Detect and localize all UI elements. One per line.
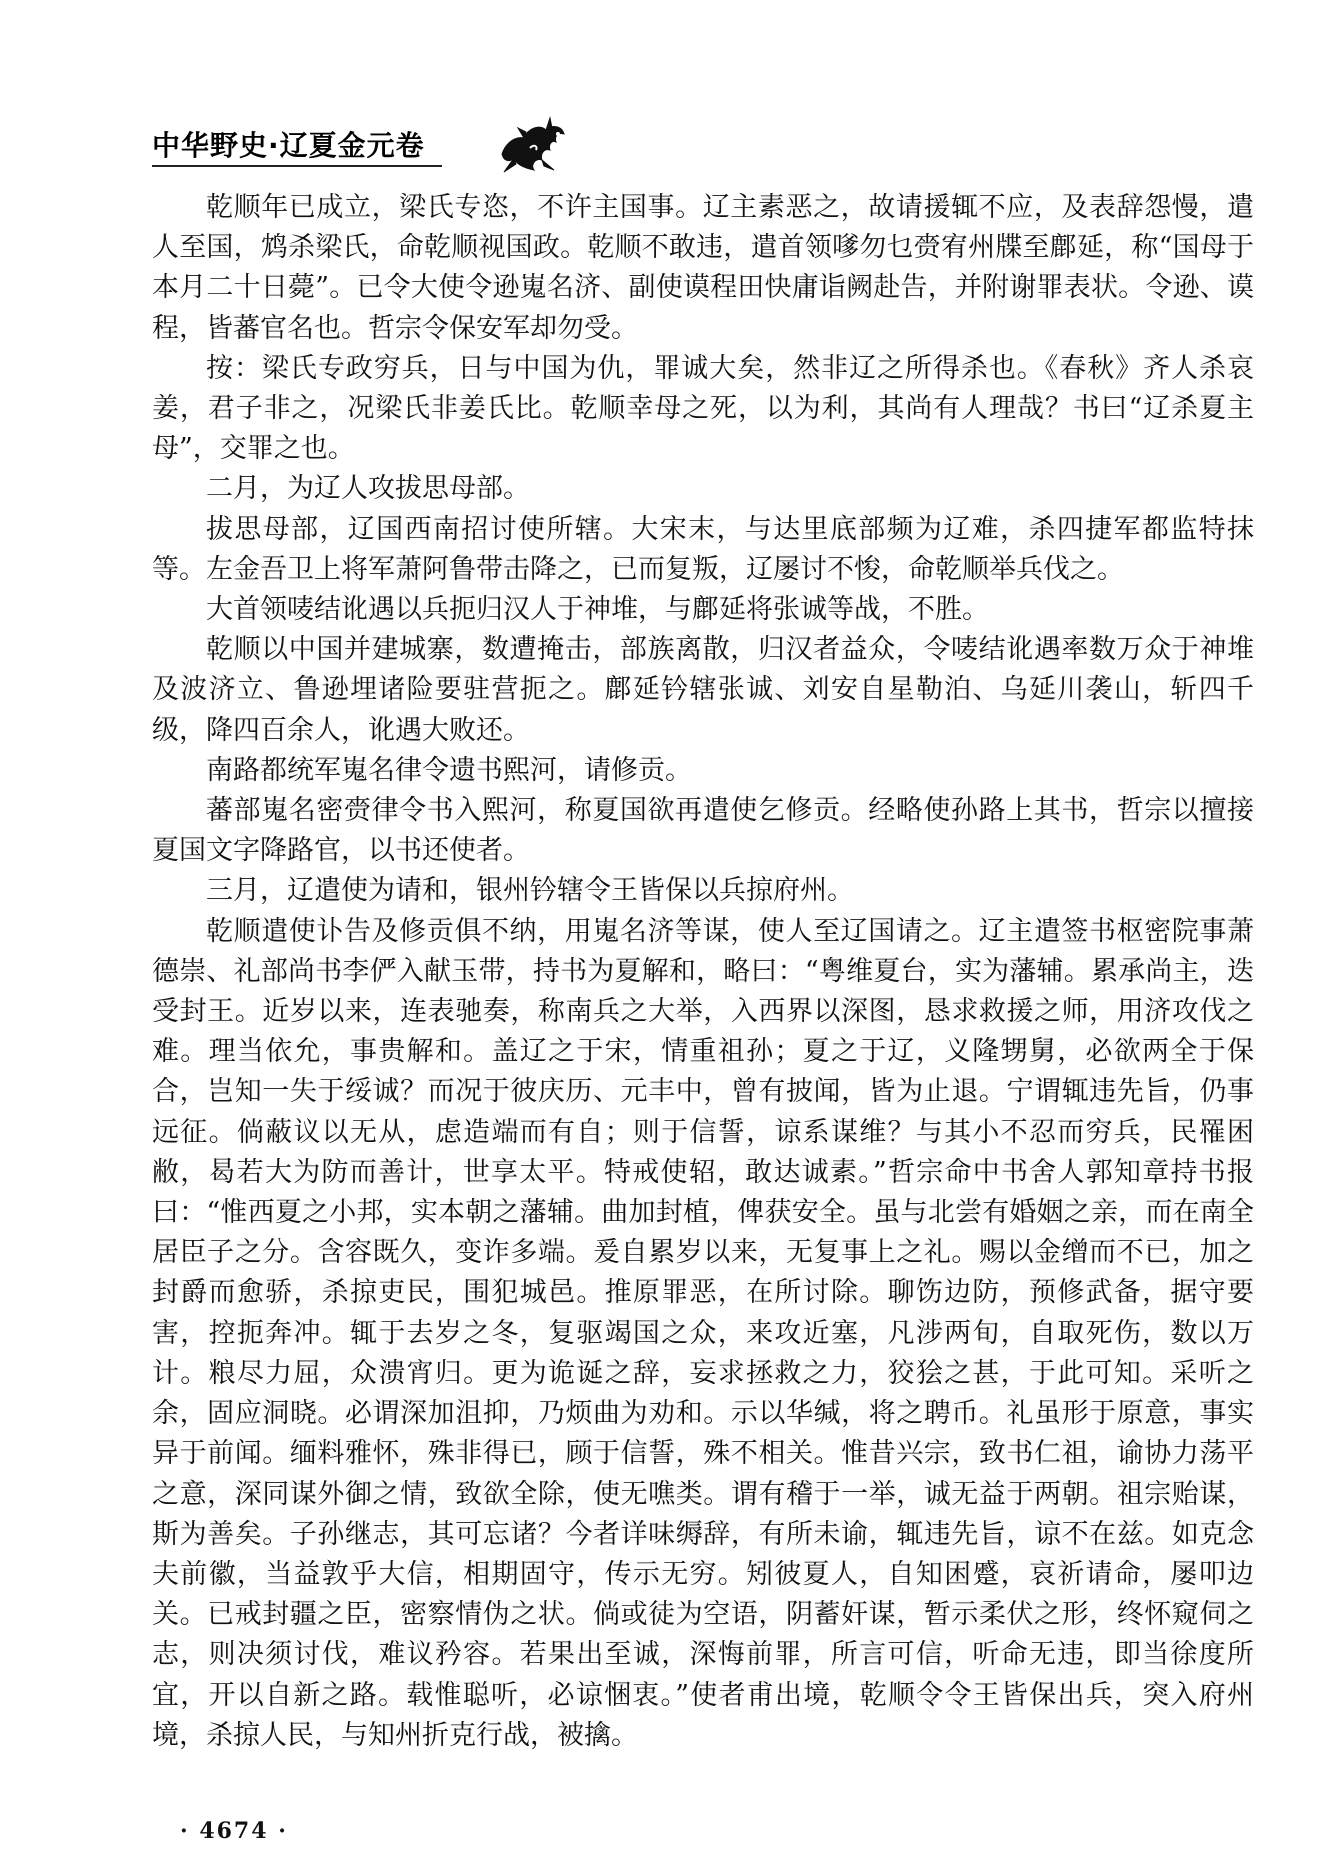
paragraph: 拔思母部，辽国西南招讨使所辖。大宋末，与达里底部频为辽难，杀四捷军都监特抹等。左金吾卫上将军萧阿鲁带击降之，已而复叛，辽屡讨不悛，命乾顺举兵伐之。 — [152, 513, 1254, 585]
header-rule — [152, 165, 442, 167]
running-header — [152, 114, 532, 178]
paragraph: 乾顺以中国并建城寨，数遭掩击，部族离散，归汉者益众，令唛结讹遇率数万众于神堆及波济立、鲁逊埋诸险要驻营扼之。鄜延钤辖张诚、刘安自星勒泊、乌延川袭山，斩四千级，降四百余人，讹遇大败还。 — [152, 634, 1254, 746]
book-title: 中华野史·辽夏金元卷 — [152, 129, 425, 162]
body-text — [152, 188, 1254, 1756]
page-number: · 4674 · — [180, 1818, 288, 1844]
paragraph: 三月，辽遣使为请和，银州钤辖令王皆保以兵掠府州。 — [206, 875, 854, 907]
paragraph: 蕃部嵬名密赍律令书入熙河，称夏国欲再遣使乞修贡。经略使孙路上其书，哲宗以擅接夏国文字降路官，以书还使者。 — [152, 795, 1254, 867]
paragraph: 南路都统军嵬名律令遗书熙河，请修贡。 — [206, 754, 692, 786]
paragraph: 大首领唛结讹遇以兵扼归汉人于神堆，与鄜延将张诚等战，不胜。 — [206, 594, 989, 626]
dragon-icon — [494, 114, 570, 178]
paragraph: 乾顺年已成立，梁氏专恣，不许主国事。辽主素恶之，故请援辄不应，及表辞怨慢，遣人至国，鸩杀梁氏，命乾顺视国政。乾顺不敢违，遣首领嗲勿乜赍宥州牒至鄜延，称“国母于本月二十日薨”。已令大使令逊嵬名济、副使谟程田快庸诣阙赴告，并附谢罪表状。令逊、谟程，皆蕃官名也。哲宗令保安军却勿受。 — [152, 192, 1254, 344]
paragraph: 二月，为辽人攻拔思母部。 — [206, 473, 530, 505]
paragraph: 按：梁氏专政穷兵，日与中国为仇，罪诚大矣，然非辽之所得杀也。《春秋》齐人杀哀姜，君子非之，况梁氏非姜氏比。乾顺幸母之死，以为利，其尚有人理哉？书曰“辽杀夏主母”，交罪之也。 — [152, 352, 1254, 465]
paragraph: 乾顺遣使讣告及修贡俱不纳，用嵬名济等谋，使人至辽国请之。辽主遣签书枢密院事萧德崇、礼部尚书李俨入献玉带，持书为夏解和，略曰：“粤维夏台，实为藩辅。累承尚主，迭受封王。近岁以来，连表驰奏，称南兵之大举，入西界以深图，恳求救援之师，用济攻伐之难。理当依允，事贵解和。盖辽之于宋，情重祖孙；夏之于辽，义隆甥舅，必欲两全于保合，岂知一失于绥诚？而况于彼庆历、元丰中，曾有披闻，皆为止退。宁谓辄违先旨，仍事远征。倘蔽议以无从，虑造端而有自；则于信誓，谅系谋维？与其小不忍而穷兵，民罹困敝，曷若大为防而善计，世享太平。特戒使轺，敢达诚素。”哲宗命中书舍人郭知章持书报曰：“惟西夏之小邦，实本朝之藩辅。曲加封植，俾获安全。虽与北尝有婚姻之亲，而在南全居臣子之分。含容既久，变诈多端。爰自累岁以来，无复事上之礼。赐以金缯而不已，加之封爵而愈骄，杀掠吏民，围犯城邑。推原罪恶，在所讨除。聊饬边防，预修武备，据守要害，控扼奔冲。辄于去岁之冬，复驱竭国之众，来攻近塞，凡涉两旬，自取死伤，数以万计。粮尽力屈，众溃宵归。更为诡诞之辞，妄求拯救之力，狡狯之甚，于此可知。采听之余，固应洞晓。必谓深加沮抑，乃烦曲为劝和。示以华缄，将之聘币。礼虽形于原意，事实异于前闻。缅料雅怀，殊非得已，顾于信誓，殊不相关。惟昔兴宗，致书仁祖，谕协力荡平之意，深同谋外御之情，致欲全除，使无噍类。谓有稽于一举，诚无益于两朝。祖宗贻谋，斯为善矣。子孙继志，其可忘诸？今者详味缛辞，有所未谕，辄违先旨，谅不在兹。如克念夫前徽，当益敦乎大信，相期固守，传示无穷。矧彼夏人，自知困蹙，哀祈请命，屡叩边关。已戒封疆之臣，密察情伪之状。倘或徒为空语，阴蓄奸谋，暂示柔伏之形，终怀窥伺之志，则决须讨伐，难议矜容。若果出至诚，深悔前罪，所言可信，听命无违，即当徐度所宜，开以自新之路。载惟聪听，必谅悃衷。”使者甫出境，乾顺令令王皆保出兵，突入府州境，杀掠人民，与知州折克行战，被擒。 — [152, 915, 1254, 1751]
